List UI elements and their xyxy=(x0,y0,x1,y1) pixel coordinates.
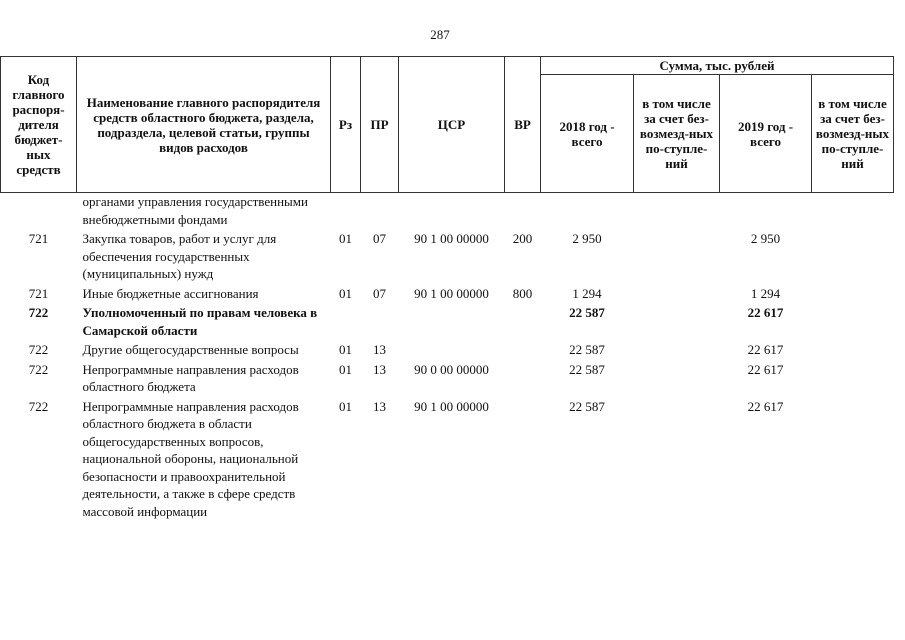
cell-2018-free xyxy=(634,304,720,339)
cell-2018-total: 2 950 xyxy=(572,231,602,246)
cell-2018-total: 22 587 xyxy=(569,361,605,377)
cell-csr: 90 1 00 00000 xyxy=(414,231,489,246)
cell-2019-free xyxy=(812,398,894,521)
cell-code: 722 xyxy=(28,361,49,377)
cell-2019-total: 22 617 xyxy=(747,361,784,377)
budget-table xyxy=(0,56,894,520)
cell-pr: 07 xyxy=(373,231,386,246)
cell-name: Другие общегосударственные вопросы xyxy=(82,342,299,357)
cell-rz: 01 xyxy=(339,231,352,246)
cell-2018-free xyxy=(634,341,720,359)
cell-vr xyxy=(505,193,541,229)
header-csr: ЦСР xyxy=(399,57,505,193)
cell-csr: 90 1 00 00000 xyxy=(414,398,489,414)
cell-vr: 200 xyxy=(512,231,533,246)
header-rz: Рз xyxy=(331,57,361,193)
cell-vr xyxy=(505,341,541,359)
cell-csr xyxy=(399,304,505,339)
cell-code: 722 xyxy=(28,398,49,414)
cell-2018-total xyxy=(541,193,634,229)
cell-pr: 13 xyxy=(373,342,386,357)
header-2018-free: в том числе за счет без-возмезд-ных по-ступле-ний xyxy=(634,75,720,193)
cell-2019-free xyxy=(812,230,894,283)
cell-pr: 13 xyxy=(373,398,386,414)
table-row xyxy=(1,285,894,303)
cell-2019-total: 1 294 xyxy=(750,285,781,301)
cell-name: Закупка товаров, работ и услуг для обеспечения государственных (муниципальных) нужд xyxy=(82,231,277,281)
cell-code: 721 xyxy=(28,231,49,246)
cell-name: Иные бюджетные ассигнования xyxy=(82,285,259,301)
cell-rz: 01 xyxy=(339,285,352,301)
cell-2018-free xyxy=(634,398,720,521)
cell-2018-total: 22 587 xyxy=(569,305,605,320)
cell-code: 722 xyxy=(28,305,49,320)
cell-2019-free xyxy=(812,193,894,229)
cell-2019-free xyxy=(812,341,894,359)
header-code: Код главного распоря-дителя бюджет-ных средств xyxy=(1,57,77,193)
cell-2019-free xyxy=(812,304,894,339)
cell-vr xyxy=(505,361,541,396)
cell-vr: 800 xyxy=(512,285,533,301)
cell-rz: 01 xyxy=(339,361,352,377)
page-number: 287 xyxy=(430,27,450,42)
cell-code: 722 xyxy=(28,342,49,357)
cell-2019-free xyxy=(812,361,894,396)
cell-rz xyxy=(331,193,361,229)
cell-pr xyxy=(361,193,399,229)
table-body xyxy=(1,193,894,521)
cell-code: 721 xyxy=(28,285,49,301)
header-pr: ПР xyxy=(361,57,399,193)
cell-csr: 90 1 00 00000 xyxy=(414,285,489,301)
header-2019-total: 2019 год - всего xyxy=(720,75,812,193)
header-2018-total: 2018 год - всего xyxy=(541,75,634,193)
cell-pr: 13 xyxy=(373,361,386,377)
cell-code xyxy=(1,193,77,229)
table-row xyxy=(1,398,894,521)
cell-csr xyxy=(399,193,505,229)
cell-2019-total xyxy=(720,193,812,229)
table-row xyxy=(1,341,894,359)
cell-2019-total: 2 950 xyxy=(750,231,781,246)
cell-rz: 01 xyxy=(339,398,352,414)
header-sum-group: Сумма, тыс. рублей xyxy=(541,57,894,75)
cell-2019-total: 22 617 xyxy=(747,398,784,414)
cell-2019-total: 22 617 xyxy=(747,305,784,320)
cell-csr xyxy=(399,341,505,359)
cell-2018-free xyxy=(634,193,720,229)
table-row xyxy=(1,230,894,283)
table-header xyxy=(1,57,894,193)
cell-pr: 07 xyxy=(373,285,386,301)
cell-rz: 01 xyxy=(339,342,352,357)
cell-name: органами управления государственными внебюджетными фондами xyxy=(82,194,308,227)
cell-name: Непрограммные направления расходов областного бюджета xyxy=(82,361,299,394)
header-vr: ВР xyxy=(505,57,541,193)
cell-name: Непрограммные направления расходов областного бюджета в области общегосударственных вопросов, национальной обороны, национальной безопасности и правоохранительной деятельности, а также в сфере средств массовой информации xyxy=(82,398,299,519)
cell-2019-total: 22 617 xyxy=(747,342,784,357)
table-row xyxy=(1,193,894,229)
cell-2018-free xyxy=(634,230,720,283)
cell-rz xyxy=(331,304,361,339)
cell-vr xyxy=(505,304,541,339)
cell-2018-total: 1 294 xyxy=(572,285,602,301)
cell-2018-free xyxy=(634,361,720,396)
header-name: Наименование главного распорядителя средств областного бюджета, раздела, подраздела, целевой статьи, группы видов расходов xyxy=(77,57,331,193)
cell-2018-total: 22 587 xyxy=(569,398,605,414)
cell-pr xyxy=(361,304,399,339)
cell-vr xyxy=(505,398,541,521)
cell-name: Уполномоченный по правам человека в Самарской области xyxy=(82,305,318,338)
cell-2019-free xyxy=(812,285,894,303)
cell-csr: 90 0 00 00000 xyxy=(414,361,489,377)
header-2019-free: в том числе за счет без-возмезд-ных по-ступле-ний xyxy=(812,75,894,193)
cell-2018-free xyxy=(634,285,720,303)
table-row xyxy=(1,361,894,396)
cell-2018-total: 22 587 xyxy=(569,342,605,357)
table-row xyxy=(1,304,894,339)
